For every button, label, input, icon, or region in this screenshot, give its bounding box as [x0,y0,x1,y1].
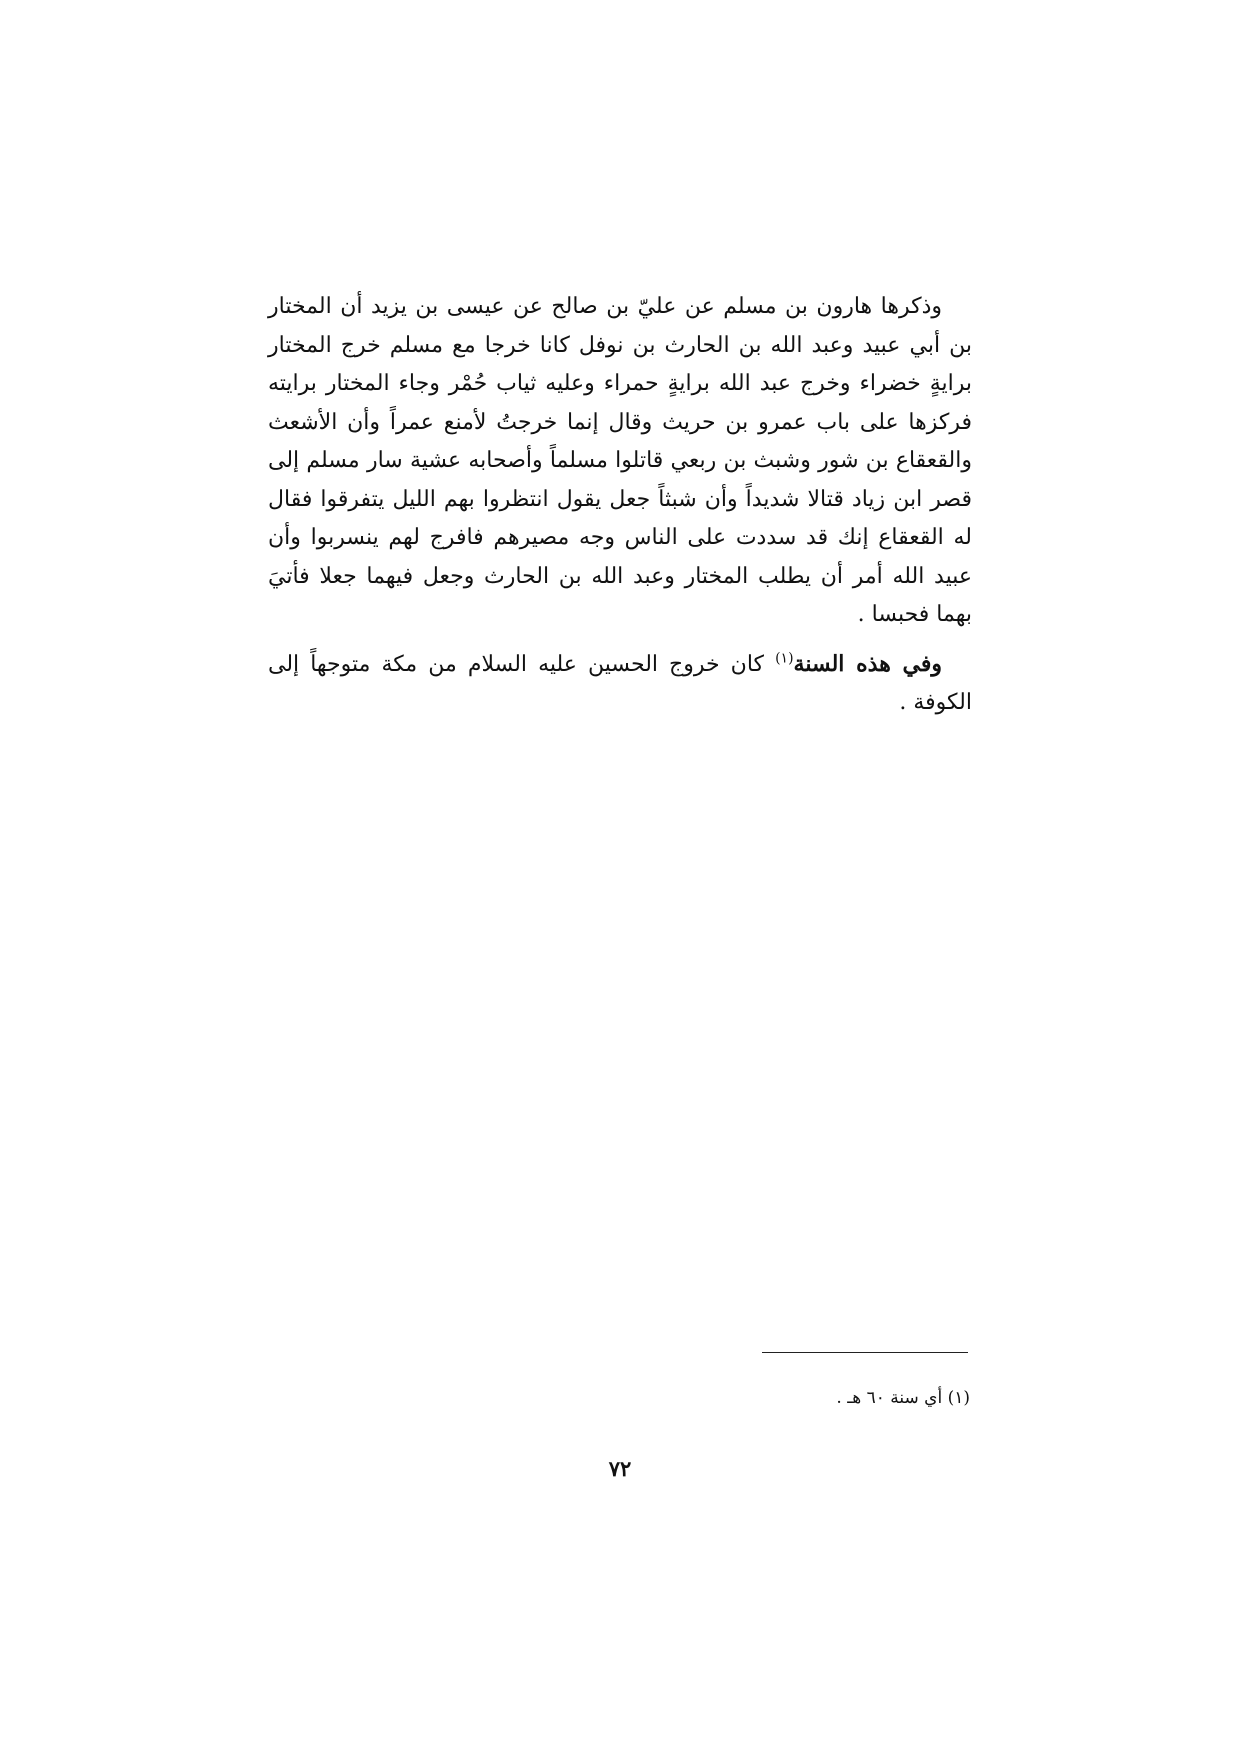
paragraph-body-text: كان خروج الحسين عليه السلام من مكة متوجهاً إلى الكوفة . [268,651,972,715]
paragraph-husayn-departure [268,645,972,723]
footnote-separator-line [762,1352,968,1353]
page-number: ٧٢ [608,1456,632,1481]
footnote-reference: (١) [775,650,794,667]
main-text-block [268,288,972,723]
paragraph-narration: وذكرها هارون بن مسلم عن عليّ بن صالح عن عيسى بن يزيد أن المختار بن أبي عبيد وعبد الله بن الحارث بن نوفل كانا خرجا مع مسلم خرج المختار برايةٍ خضراء وخرج عبد الله برايةٍ حمراء وعليه ثياب حُمْر وجاء المختار برايته فركزها على باب عمرو بن حريث وقال إنما خرجتُ لأمنع عمراً وأن الأشعث والقعقاع بن شور وشبث بن ربعي قاتلوا مسلماً وأصحابه عشية سار مسلم إلى قصر ابن زياد قتالا شديداً وأن شبثاً جعل يقول انتظروا بهم الليل يتفرقوا فقال له القعقاع إنك قد سددت على الناس وجه مصيرهم فافرج لهم ينسربوا وأن عبيد الله أمر أن يطلب المختار وعبد الله بن الحارث وجعل فيهما جعلا فأتيَ بهما فحبسا . [268,294,972,627]
paragraph-lead-phrase: وفي هذه السنة [793,650,942,677]
footnote-text: (١) أي سنة ٦٠ هـ . [836,1388,970,1408]
